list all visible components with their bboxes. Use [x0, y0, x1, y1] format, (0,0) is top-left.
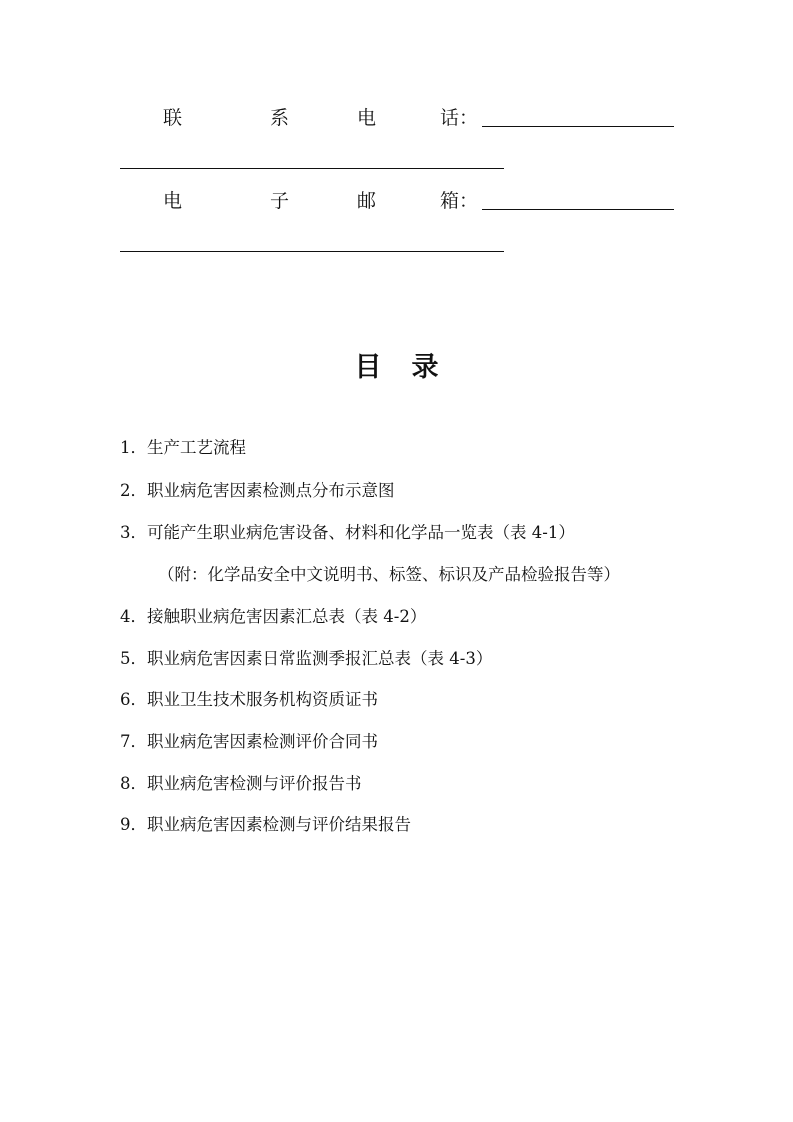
- email-label-char-4: 箱：: [440, 190, 479, 212]
- toc-item: 9．职业病危害因素检测与评价结果报告: [120, 815, 411, 834]
- phone-input-line-continued[interactable]: [120, 168, 504, 169]
- email-label-char-3: 邮: [357, 190, 377, 212]
- toc-item: 4．接触职业病危害因素汇总表（表 4-2）: [120, 607, 427, 626]
- toc-item: 5．职业病危害因素日常监测季报汇总表（表 4-3）: [120, 649, 493, 668]
- phone-label-char-2: 系: [270, 107, 290, 129]
- toc-item: 1．生产工艺流程: [120, 438, 246, 457]
- toc-item: 3．可能产生职业病危害设备、材料和化学品一览表（表 4-1）: [120, 523, 575, 542]
- email-input-line-continued[interactable]: [120, 251, 504, 252]
- email-input-line[interactable]: [482, 209, 674, 210]
- toc-item-note: （附：化学品安全中文说明书、标签、标识及产品检验报告等）: [158, 565, 620, 584]
- phone-label-char-4: 话：: [440, 107, 479, 129]
- toc-item: 8．职业病危害检测与评价报告书: [120, 774, 362, 793]
- toc-item: 7．职业病危害因素检测评价合同书: [120, 732, 378, 751]
- phone-input-line[interactable]: [482, 126, 674, 127]
- phone-field-row: [0, 106, 793, 136]
- phone-label-char-3: 电: [357, 107, 377, 129]
- toc-title: 目录: [354, 352, 469, 383]
- email-label-char-2: 子: [270, 190, 290, 212]
- toc-item: 6．职业卫生技术服务机构资质证书: [120, 690, 378, 709]
- toc-item: 2．职业病危害因素检测点分布示意图: [120, 481, 395, 500]
- email-field-row: [0, 189, 793, 219]
- email-label-char-1: 电: [163, 190, 183, 212]
- phone-label-char-1: 联: [163, 107, 183, 129]
